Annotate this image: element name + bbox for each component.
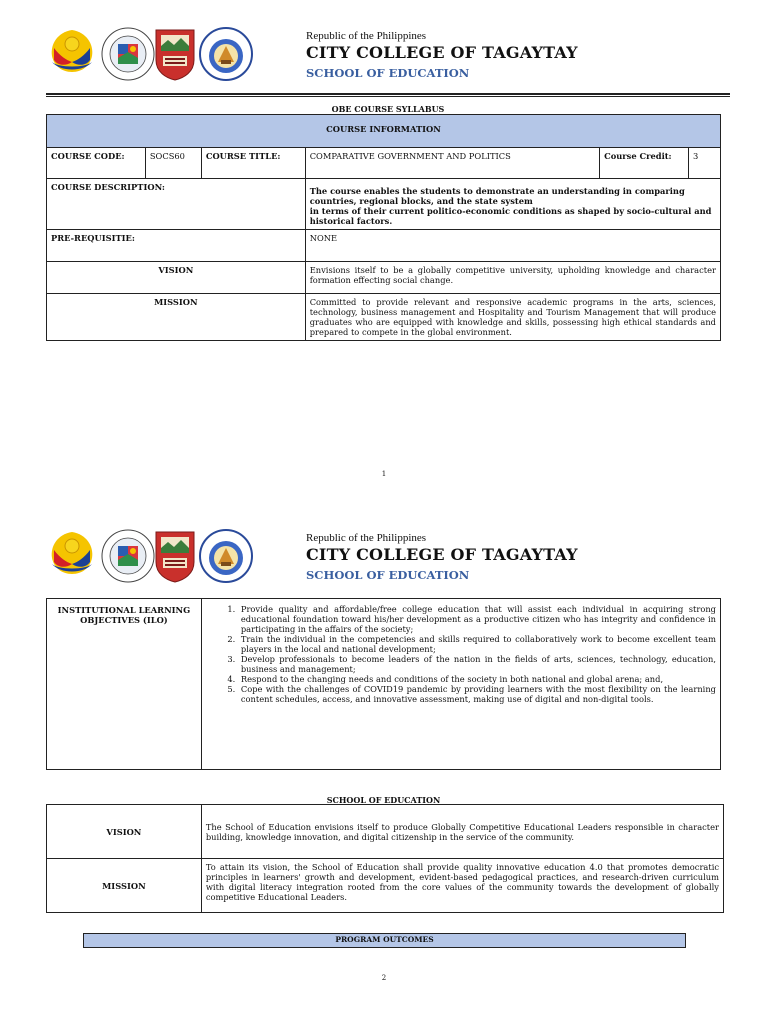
course-code-label: COURSE CODE: xyxy=(47,148,146,179)
syllabus-caption: OBE COURSE SYLLABUS xyxy=(331,104,445,114)
course-title-value: COMPARATIVE GOVERNMENT AND POLITICS xyxy=(305,148,599,179)
course-credit-label: Course Credit: xyxy=(600,148,689,179)
vision-label: VISION xyxy=(47,262,306,294)
republic-text: Republic of the Philippines xyxy=(306,532,427,544)
republic-text: Republic of the Philippines xyxy=(306,30,427,42)
header-divider-thin xyxy=(46,96,730,97)
page-number: 2 xyxy=(381,974,387,982)
course-code-value: SOCS60 xyxy=(145,148,201,179)
page-header xyxy=(0,502,768,597)
logo-row xyxy=(46,26,256,86)
logo-row xyxy=(46,528,256,588)
course-credit-value: 3 xyxy=(689,148,721,179)
course-title-label: COURSE TITLE: xyxy=(201,148,305,179)
prerequisite-label: PRE-REQUISITIE: xyxy=(47,230,306,262)
city-college-seal xyxy=(154,26,196,82)
course-info-title: COURSE INFORMATION xyxy=(47,115,721,148)
vision-value: Envisions itself to be a globally competitive university, upholding knowledge and character formation effecting social change. xyxy=(305,262,720,294)
ilo-item: 1. Provide quality and affordable/free college education that will assist each individual in acquiring strong educational foundation toward his/her development as a productive citizen who has integrity and confidence in participating in the affairs of the society; xyxy=(238,604,716,634)
ilo-table xyxy=(46,598,721,770)
page-number: 1 xyxy=(381,470,387,478)
school-vision-value: The School of Education envisions itself to produce Globally Competitive Educational Leaders responsible in character building, knowledge innovation, and digital citizenship in the service of the community. xyxy=(201,805,723,859)
school-mission-label: MISSION xyxy=(47,859,202,913)
ilo-label: INSTITUTIONAL LEARNING OBJECTIVES (ILO) xyxy=(47,599,202,770)
college-name: CITY COLLEGE OF TAGAYTAY xyxy=(306,545,578,564)
ilo-item: 4. Respond to the changing needs and conditions of the society in both national and global arena; and, xyxy=(238,674,716,684)
mission-label: MISSION xyxy=(47,294,306,341)
school-name: SCHOOL OF EDUCATION xyxy=(306,66,470,80)
school-mission-value: To attain its vision, the School of Education shall provide quality innovative education 4.0 that promotes democratic principles in learners' growth and development, evident-based pedagogical practices, and research-driven curriculum with digital literacy integration rooted from the core values of the community towards the development of globally competitive Educational Leaders. xyxy=(201,859,723,913)
course-description-label: COURSE DESCRIPTION: xyxy=(47,179,306,230)
school-name: SCHOOL OF EDUCATION xyxy=(306,568,470,582)
ilo-item: 5. Cope with the challenges of COVID19 pandemic by providing learners with the most flexibility on the learning content schedules, access, and innovative assessment, making use of digital and non-digital tools. xyxy=(238,684,716,704)
page-header xyxy=(0,0,768,95)
school-of-education-seal xyxy=(198,528,254,584)
city-of-tagaytay-seal xyxy=(100,26,156,82)
course-description-line-2: in terms of their current politico-economic conditions as shaped by socio-cultural and historical factors. xyxy=(309,206,712,226)
ilo-list xyxy=(206,604,716,704)
ilo-item: 3. Develop professionals to become leaders of the nation in the fields of arts, sciences, technology, education, business and management; xyxy=(238,654,716,674)
prerequisite-value: NONE xyxy=(305,230,720,262)
page-1 xyxy=(0,0,768,500)
course-description-value xyxy=(305,179,720,230)
college-name: CITY COLLEGE OF TAGAYTAY xyxy=(306,43,578,62)
city-college-seal xyxy=(154,528,196,584)
school-of-education-caption: SCHOOL OF EDUCATION xyxy=(326,795,441,805)
ilo-items-cell xyxy=(201,599,720,770)
ilo-item: 2. Train the individual in the competencies and skills required to collaboratively work to become excellent team players in the local and national development; xyxy=(238,634,716,654)
header-divider xyxy=(46,93,730,95)
bagong-pilipinas-logo xyxy=(46,528,98,584)
page-2 xyxy=(0,502,768,1024)
bagong-pilipinas-logo xyxy=(46,26,98,82)
city-of-tagaytay-seal xyxy=(100,528,156,584)
course-info-table xyxy=(46,114,721,341)
mission-value: Committed to provide relevant and responsive academic programs in the arts, sciences, technology, business management and Hospitality and Tourism Management that will produce graduates who are equipped with knowledge and skills, possessing high ethical standards and prepared to compete in the global environment. xyxy=(305,294,720,341)
school-vision-label: VISION xyxy=(47,805,202,859)
course-description-line-1: The course enables the students to demonstrate an understanding in comparing countries, regional blocks, and the state system xyxy=(309,186,685,206)
program-outcomes-header: PROGRAM OUTCOMES xyxy=(83,933,686,948)
school-of-education-seal xyxy=(198,26,254,82)
school-vision-mission-table xyxy=(46,804,724,913)
